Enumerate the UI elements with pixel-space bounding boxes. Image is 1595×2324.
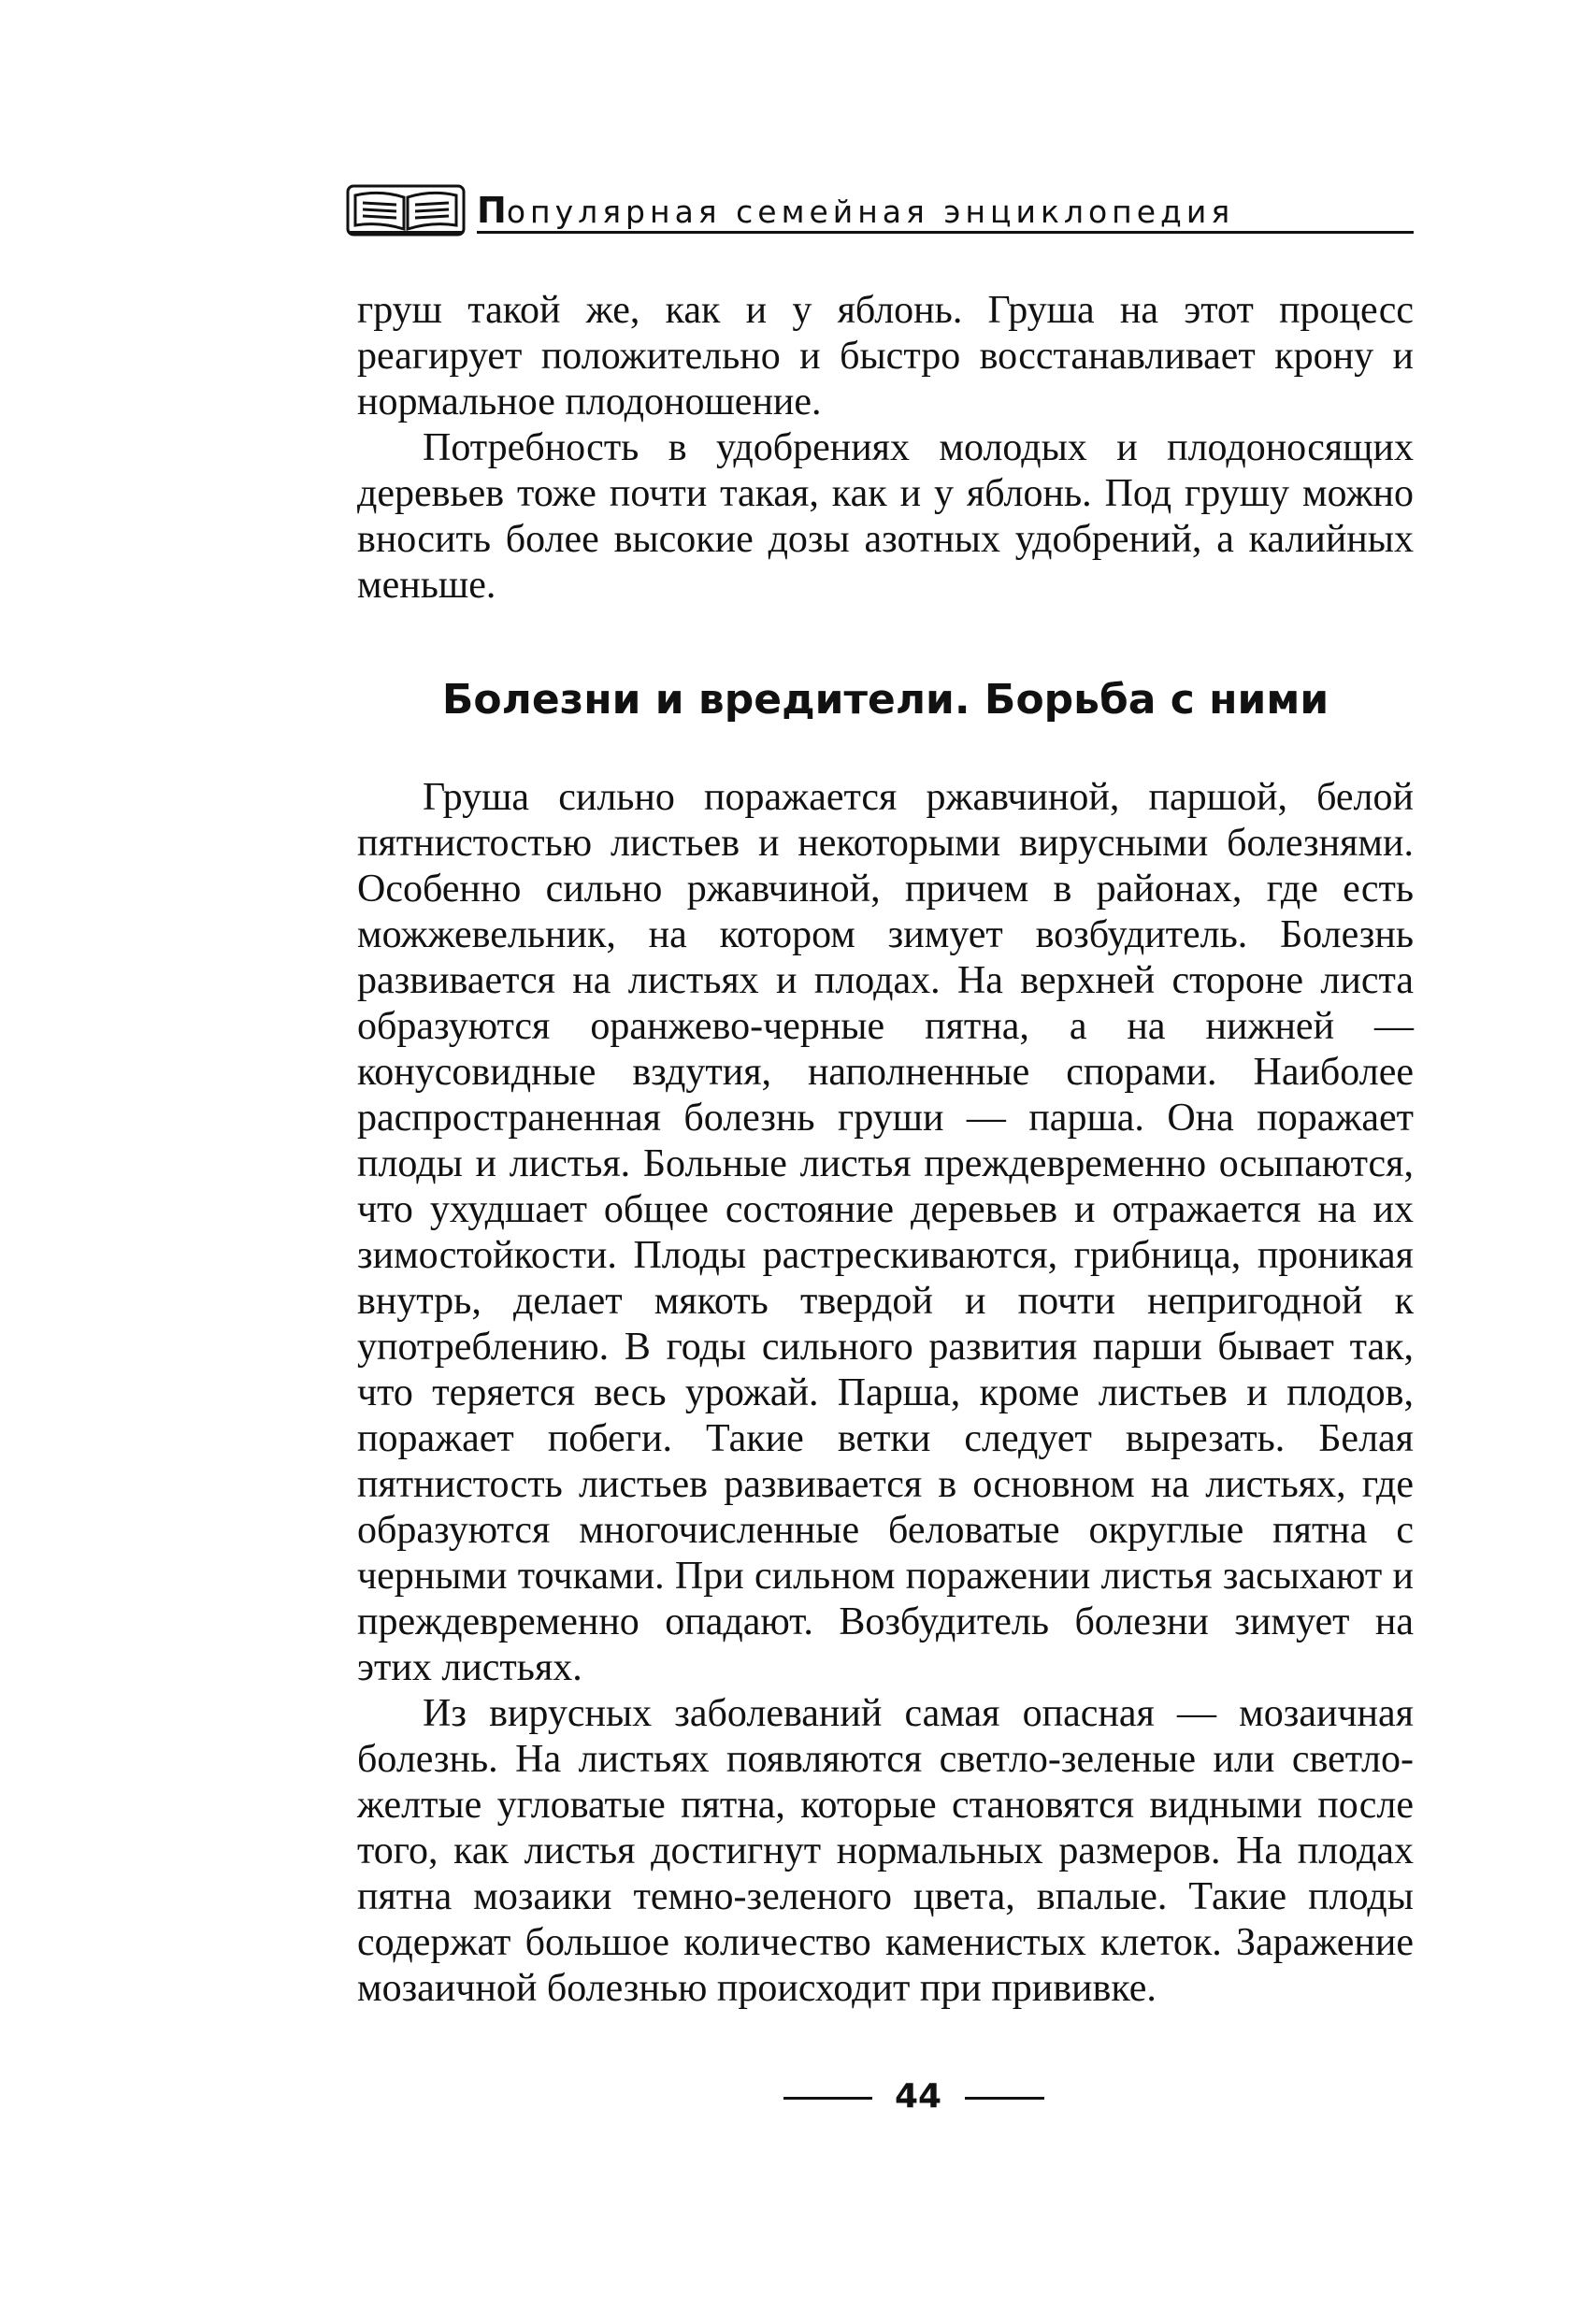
footer-rule-left — [783, 2097, 872, 2100]
running-header — [346, 182, 1414, 238]
page-footer — [0, 2073, 1595, 2120]
section-heading: Болезни и вредители. Борьба с ними — [441, 676, 1329, 724]
header-rule — [477, 231, 1414, 234]
footer-rule-right — [965, 2097, 1044, 2100]
header-title-text: опулярная семейная энциклопедия — [506, 194, 1235, 230]
body-paragraph-2: Из вирусных заболеваний самая опасная — мозаичная болезнь. На листьях появляются светло-зеленые или светло-желтые угловатые пятна, которые становятся видными после того, как листья достигнут нормальных размеров. На плодах пятна мозаики темно-зеленого цвета, впалые. Такие плоды содержат большое количество каменистых клеток. Заражение мозаичной болезнью происходит при прививке. — [357, 1692, 1414, 2010]
page-body — [357, 288, 1414, 2012]
header-title-initial: П — [477, 190, 507, 231]
header-title — [477, 192, 1234, 231]
intro-paragraph-1: груш такой же, как и у яблонь. Груша на этот процесс реагирует положительно и быстро восстанавливает крону и нормальное плодоношение. — [357, 289, 1414, 423]
body-paragraph-1: Груша сильно поражается ржавчиной, паршой, белой пятнистостью листьев и некоторыми вирусными болезнями. Особенно сильно ржавчиной, причем в районах, где есть можжевельник, на котором зимует возбудитель. Болезнь развивается на листьях и плодах. На верхней стороне листа образуются оранжево-черные пятна, а на нижней — конусовидные вздутия, наполненные спорами. Наиболее распространенная болезнь груши — парша. Она поражает плоды и листья. Больные листья преждевременно осыпаются, что ухудшает общее состояние деревьев и отражается на их зимостойкости. Плоды растрескиваются, грибница, проникая внутрь, делает мякоть твердой и почти непригодной к употреблению. В годы сильного развития парши бывает так, что теряется весь урожай. Парша, кроме листьев и плодов, поражает побеги. Такие ветки следует вырезать. Белая пятнистость листьев развивается в основном на листьях, где образуются многочисленные беловатые округлые пятна с черными точками. При сильном поражении листья засыхают и преждевременно опадают. Возбудитель болезни зимует на этих листьях. — [357, 776, 1414, 1689]
page-number: 44 — [894, 2077, 942, 2116]
open-book-icon — [346, 182, 466, 238]
intro-paragraph-2: Потребность в удобрениях молодых и плодоносящих деревьев тоже почти такая, как и у яблонь. Под грушу можно вносить более высокие дозы азотных удобрений, а калийных меньше. — [357, 426, 1414, 607]
